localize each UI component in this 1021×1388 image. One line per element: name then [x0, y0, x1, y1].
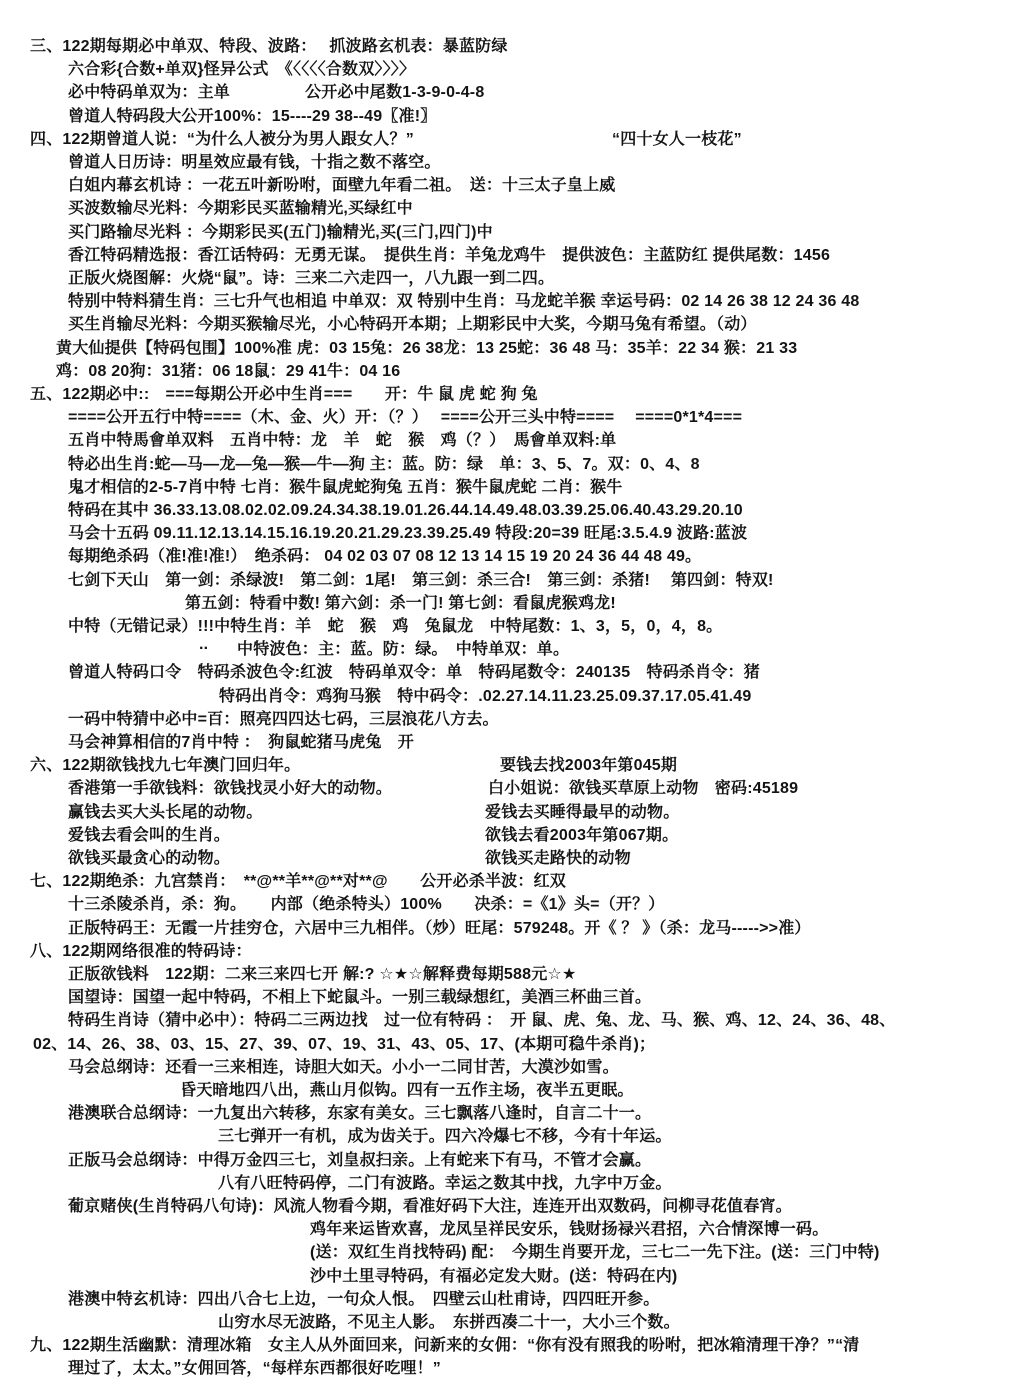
text-segment: 港澳中特玄机诗：四出八合七上边，一句众人恨。 四壁云山杜甫诗，四四旺开参。 [68, 1290, 660, 1308]
text-segment: 十三杀陵杀肖，杀：狗。 内部（绝杀特头）100% 决杀：=《1》头=（开？） [68, 896, 665, 914]
text-line [0, 845, 1021, 868]
text-line [0, 1286, 1021, 1309]
text-line [0, 1193, 1021, 1216]
text-segment: .. [199, 636, 209, 654]
text-line [0, 1239, 1021, 1262]
text-line [0, 265, 1021, 288]
text-segment: “四十女人一枝花” [612, 130, 742, 148]
text-line [0, 613, 1021, 636]
text-line [0, 636, 1021, 659]
text-line [0, 358, 1021, 381]
text-segment: 特码生肖诗（猜中必中）：特码二三两边找 过一位有特码 ： 开 鼠、虎、兔、龙、马、猴、鸡、12、24、36、48、 [68, 1012, 896, 1030]
text-segment: (送：双红生肖找特码) 配： 今期生肖要开龙，三七二一先下注。(送：三门中特) [310, 1244, 880, 1262]
text-segment: 七、122期绝杀：九宫禁肖： **@**羊**@**对**@ 公开必杀半波：红双 [30, 873, 566, 891]
text-segment: 马会总纲诗：还看一三来相连，诗胆大如天。小小一二同甘苦，大漠沙如雪。 [68, 1058, 619, 1076]
text-segment: 公开必中尾数1-3-9-0-4-8 [305, 84, 485, 102]
text-line [0, 288, 1021, 311]
text-segment: 要钱去找2003年第045期 [500, 757, 678, 775]
text-line [0, 195, 1021, 218]
text-line [0, 242, 1021, 265]
text-line [0, 984, 1021, 1007]
text-segment: 鬼才相信的2-5-7肖中特 七肖：猴牛鼠虎蛇狗兔 五肖：猴牛鼠虎蛇 二肖：猴牛 [68, 478, 623, 496]
text-segment: 曾道人日历诗：明星效应最有钱，十指之数不落空。 [68, 154, 441, 171]
text-segment: 港澳联合总纲诗：一九复出六转移，东家有美女。三七飘落八逢时，自言二十一。 [68, 1105, 652, 1123]
text-line [0, 474, 1021, 497]
text-line [0, 1355, 1021, 1378]
text-segment: 昏天暗地四八出，燕山月似钩。四有一五作主场，夜半五更眠。 [180, 1082, 634, 1099]
text-segment: ====公开五行中特====（木、金、火）开：（？） ====公开三头中特==== ====0*1*4=== [68, 409, 743, 427]
text-segment: 每期绝杀码（准!准!准!） 绝杀码： 04 02 03 07 08 12 13 14 15 19 20 24 36 44 48 49。 [68, 548, 702, 566]
text-segment: 国望诗：国望一起中特码，不相上下蛇鼠斗。一别三载绿想红，美酒三杯曲三首。 [68, 989, 652, 1007]
text-line [0, 1309, 1021, 1332]
text-line [0, 219, 1021, 242]
text-segment: 正版火烧图解：火烧“鼠”。诗：三来二六走四一，八九跟一到二四。 [68, 270, 555, 287]
text-line [0, 1170, 1021, 1193]
text-line [0, 729, 1021, 752]
text-segment: 中特波色：主：蓝。防：绿。 中特单双：单。 [237, 641, 570, 659]
text-line [0, 520, 1021, 543]
text-segment: 特别中特料猜生肖：三七升气也相追 中单双：双 特别中生肖：马龙蛇羊猴 幸运号码：02 14 26 38 12 24 36 48 [68, 293, 860, 311]
text-segment: 三、122期每期必中单双、特段、波路： 抓波路玄机表：暴蓝防绿 [30, 38, 508, 55]
text-line [0, 683, 1021, 706]
text-line [0, 543, 1021, 566]
text-segment: 爱钱去买睡得最早的动物。 [485, 803, 680, 821]
text-segment: 正版特码王：无霞一片挂穷仓，六居中三九相伴。（炒）旺尾：579248。开《 ？ 》（杀：龙马----->>准） [68, 919, 811, 937]
text-line [0, 149, 1021, 172]
text-line [0, 497, 1021, 520]
text-segment: 买生肖输尽光料：今期买猴输尽光，小心特码开本期；上期彩民中大奖，今期马兔有希望。（动） [68, 316, 757, 334]
text-segment: 沙中土里寻特码，有福必定发大财。(送：特码在内) [310, 1267, 678, 1285]
text-segment: 特码在其中 36.33.13.08.02.02.09.24.34.38.19.01.26.44.14.49.48.03.39.25.06.40.43.29.20.10 [68, 502, 743, 519]
text-segment: 五肖中特馬會单双料 五肖中特：龙 羊 蛇 猴 鸡（？） 馬會单双料:单 [68, 432, 617, 450]
text-segment: 欲钱去看2003年第067期。 [485, 826, 679, 844]
text-line [0, 659, 1021, 682]
text-line [0, 381, 1021, 404]
text-segment: 八有八旺特码停，二门有波路。幸运之数其中找，九字中万金。 [218, 1174, 672, 1192]
text-segment: 曾道人特码口令 特码杀波色令:红波 特码单双令：单 特码尾数令：240135 特码杀肖令：猪 [68, 664, 760, 682]
text-segment: 黄大仙提供【特码包围】100%准 虎：03 15兔：26 38龙：13 25蛇：36 48 马：35羊：22 34 猴：21 33 [56, 339, 798, 357]
text-segment: 特必出生肖:蛇—马—龙—兔—猴—牛—狗 主：蓝。防：绿 单：3、5、7。双：0、4、8 [68, 455, 700, 473]
text-line [0, 1216, 1021, 1239]
text-segment: 必中特码单双为：主单 [68, 84, 231, 102]
text-line [0, 1147, 1021, 1170]
text-line [0, 822, 1021, 845]
text-segment: 中特（无错记录）!!!中特生肖：羊 蛇 猴 鸡 兔鼠龙 中特尾数：1、3，5，0，4，8。 [68, 618, 723, 635]
text-segment: 赢钱去买大头长尾的动物。 [68, 803, 263, 821]
text-segment: 六、122期欲钱找九七年澳门回归年。 [30, 757, 301, 775]
text-line [0, 1007, 1021, 1030]
text-line [0, 961, 1021, 984]
text-line [0, 451, 1021, 474]
text-line [0, 938, 1021, 961]
text-line [0, 1123, 1021, 1146]
text-line [0, 567, 1021, 590]
text-line [0, 915, 1021, 938]
text-segment: 正版欲钱料 122期：二来三来四七开 解:? ☆★☆解释费每期588元☆★ [68, 966, 577, 983]
text-line [0, 1263, 1021, 1286]
text-line [0, 891, 1021, 914]
text-line [0, 775, 1021, 798]
text-line [0, 126, 1021, 149]
text-line [0, 799, 1021, 822]
text-segment: 六合彩{合数+单双}怪异公式 《〈〈〈〈合数双〉〉〉〉 [68, 61, 416, 79]
text-segment: 马会神算相信的7肖中特 ： 狗鼠蛇猪马虎兔 开 [68, 734, 414, 751]
text-line [0, 706, 1021, 729]
text-segment: 一码中特猜中必中=百：照亮四四达七码，三层浪花八方去。 [68, 710, 499, 728]
text-line [0, 1077, 1021, 1100]
text-segment: 山穷水尽无波路，不见主人影。 东拼西凑二十一，大小三个数。 [218, 1314, 680, 1331]
text-segment: 买波数输尽光料：今期彩民买蓝输精光,买绿红中 [68, 200, 413, 218]
text-segment: 正版马会总纲诗：中得万金四三七，刘皇叔扫亲。上有蛇来下有马，不管才会赢。 [68, 1151, 652, 1169]
text-line [0, 311, 1021, 334]
text-segment: 曾道人特码段大公开100%：15----29 38--49〖准!〗 [68, 107, 437, 125]
text-segment: 香江特码精选报：香江话特码：无勇无谋。 提供生肖：羊兔龙鸡牛 提供波色：主蓝防红 提供尾数：1456 [68, 246, 831, 264]
text-segment: 五、122期必中:: ===每期公开必中生肖=== 开：牛 鼠 虎 蛇 狗 兔 [30, 386, 538, 403]
text-line [0, 33, 1021, 56]
text-line [0, 335, 1021, 358]
text-line [0, 79, 1021, 102]
text-segment: 三七弹开一有机，成为齿关于。四六冷爆七不移，今有十年运。 [218, 1128, 672, 1146]
text-segment: 爱钱去看会叫的生肖。 [68, 826, 231, 844]
text-line [0, 1054, 1021, 1077]
text-segment: 理过了，太太。”女佣回答，“每样东西都很好吃哩！” [68, 1360, 442, 1378]
text-line [0, 1031, 1021, 1054]
text-segment: 七剑下天山 第一剑：杀绿波! 第二剑：1尾! 第三剑：杀三合! 第三剑：杀猪! 第四剑：特双! [68, 571, 774, 589]
text-segment: 九、122期生活幽默：清理冰箱 女主人从外面回来，问新来的女佣：“你有没有照我的吩咐，把冰箱清理干净？”“清 [30, 1337, 860, 1355]
text-segment: 买门路输尽光料 ：今期彩民买(五门)输精光,买(三门,四门)中 [68, 223, 493, 241]
text-line [0, 1332, 1021, 1355]
text-segment: 特码出肖令：鸡狗马猴 特中码令：.02.27.14.11.23.25.09.37.17.05.41.49 [219, 687, 752, 705]
text-segment: 欲钱买走路快的动物 [485, 850, 631, 867]
text-segment: 葡京赌侠(生肖特码八句诗)：风流人物看今期，看准好码下大注，连连开出双数码，问柳寻花值春宵。 [68, 1198, 792, 1215]
text-segment: 马会十五码 09.11.12.13.14.15.16.19.20.21.29.23.39.25.49 特段:20=39 旺尾:3.5.4.9 波路:蓝波 [68, 525, 748, 543]
text-line [0, 427, 1021, 450]
text-line [0, 404, 1021, 427]
text-segment: 欲钱买最贪心的动物。 [68, 850, 231, 867]
text-segment: 白小姐说：欲钱买草原上动物 密码:45189 [488, 780, 799, 798]
text-segment: 八、122期网络很准的特码诗： [30, 942, 252, 960]
text-line [0, 868, 1021, 891]
text-segment: 鸡年来运皆欢喜，龙凤呈祥民安乐，钱财扬禄兴君招，六合情深博一码。 [310, 1221, 829, 1239]
text-line [0, 590, 1021, 613]
text-segment: 香港第一手欲钱料：欲钱找灵小好大的动物。 [68, 780, 393, 798]
text-line [0, 172, 1021, 195]
text-segment: 四、122期曾道人说：“为什么人被分为男人跟女人？” [30, 130, 414, 148]
text-line [0, 752, 1021, 775]
text-line [0, 103, 1021, 126]
text-line [0, 1100, 1021, 1123]
text-segment: 第五剑：特看中数! 第六剑：杀一门! 第七剑：看鼠虎猴鸡龙! [185, 594, 616, 612]
text-line [0, 56, 1021, 79]
text-segment: 鸡：08 20狗：31猪：06 18鼠：29 41牛：04 16 [56, 362, 401, 380]
text-segment: 02、14、26、38、03、15、27、39、07、19、31、43、05、17、(本期可稳牛杀肖)； [33, 1035, 656, 1053]
text-segment: 白姐内幕玄机诗 ：一花五叶新吩咐，面壁九年看二祖。 送：十三太子皇上威 [68, 177, 616, 195]
